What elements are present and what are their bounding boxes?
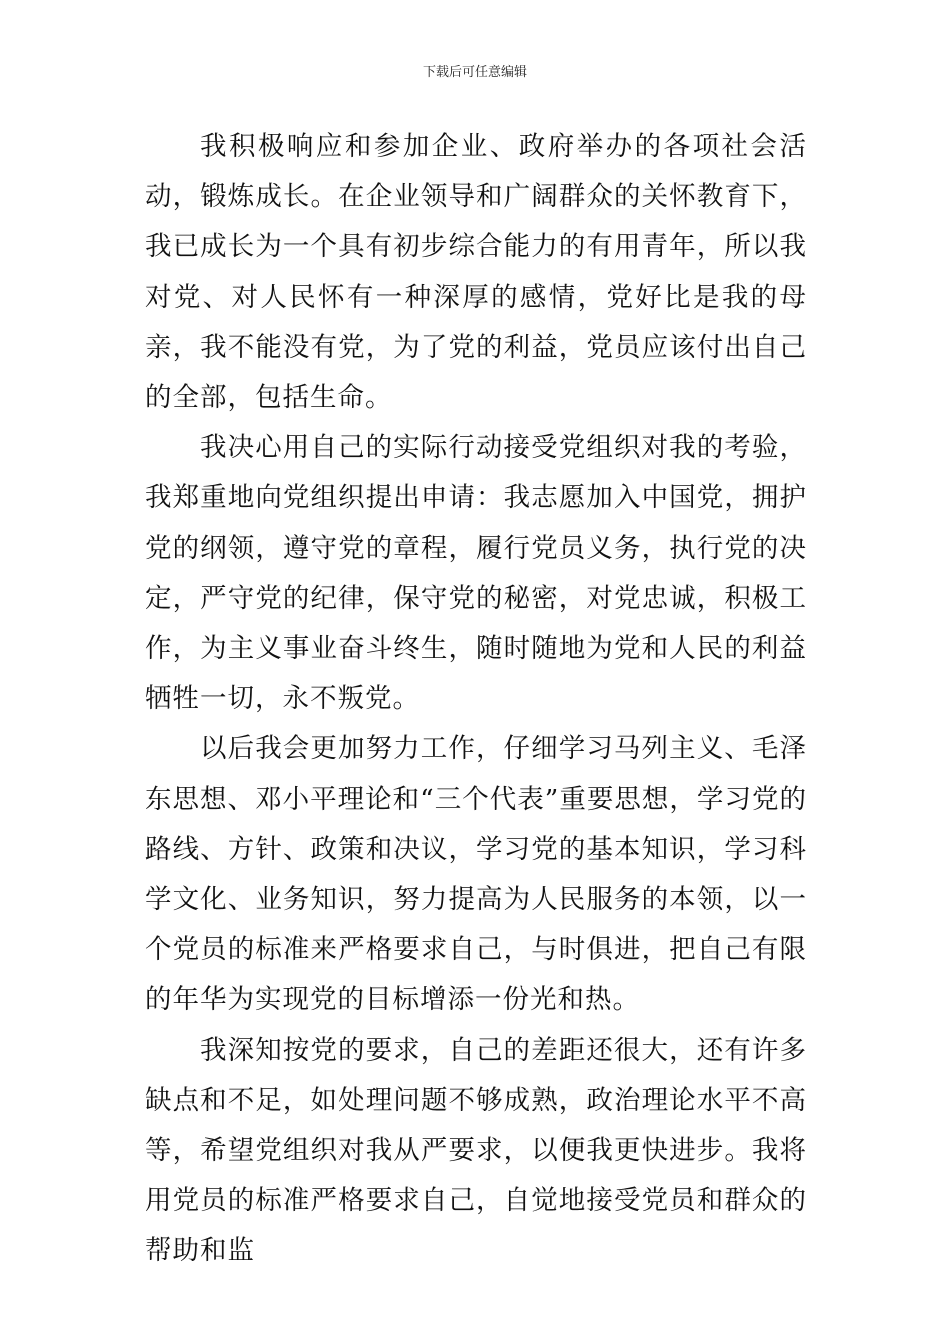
- document-body: [145, 122, 807, 1277]
- page-header: 下载后可任意编辑: [422, 65, 527, 80]
- paragraph-4: 我深知按党的要求，自己的差距还很大，还有许多缺点和不足，如处理问题不够成熟，政治理论水平不高等，希望党组织对我从严要求，以便我更快进步。我将用党员的标准严格要求自己，自觉地接受党员和群众的帮助和监: [145, 1034, 807, 1267]
- paragraph-1: 我积极响应和参加企业、政府举办的各项社会活动，锻炼成长。在企业领导和广阔群众的关怀教育下，我已成长为一个具有初步综合能力的有用青年，所以我对党、对人民怀有一种深厚的感情，党好比是我的母亲，我不能没有党，为了党的利益，党员应该付出自己的全部，包括生命。: [145, 131, 807, 414]
- paragraph-2: 我决心用自己的实际行动接受党组织对我的考验，我郑重地向党组织提出申请：我志愿加入中国党，拥护党的纲领，遵守党的章程，履行党员义务，执行党的决定，严守党的纪律，保守党的秘密，对党忠诚，积极工作，为主义事业奋斗终生，随时随地为党和人民的利益牺牲一切，永不叛党。: [145, 432, 807, 715]
- paragraph-3: 以后我会更加努力工作，仔细学习马列主义、毛泽东思想、邓小平理论和“三个代表”重要思想，学习党的路线、方针、政策和决议，学习党的基本知识，学习科学文化、业务知识，努力提高为人民服务的本领，以一个党员的标准来严格要求自己，与时俱进，把自己有限的年华为实现党的目标增添一份光和热。: [145, 733, 807, 1016]
